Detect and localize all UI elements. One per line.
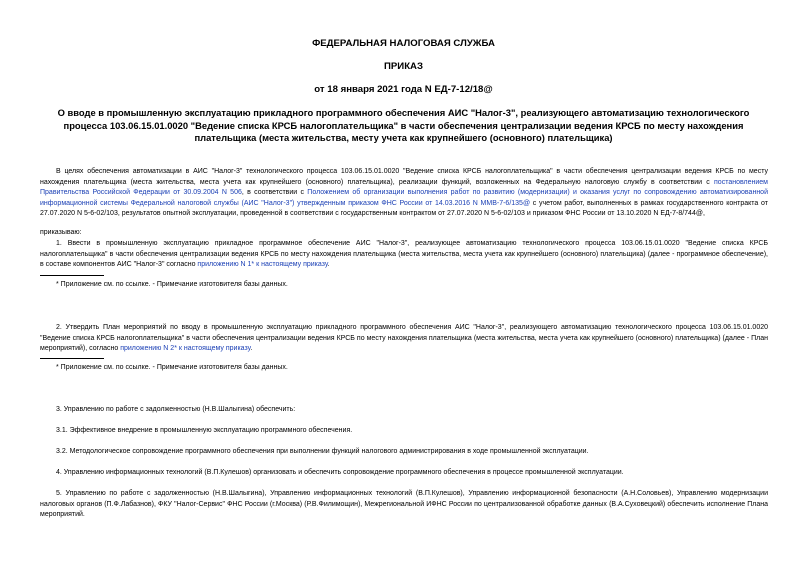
link-appendix-2[interactable]: приложению N 2* к настоящему приказу: [120, 345, 251, 353]
document-title: О вводе в промышленную эксплуатацию прикладного программного обеспечения АИС "Налог-3", реализующего автоматизацию технологического процесса 103.06.15.01.0020 "Ведение списка КРСБ налогоплательщика" в части обеспечения централизации ведения КРСБ по месту нахождения плательщика (места жительства, месту учета как крупнейшего (основного) плательщика): [57, 107, 750, 144]
item-3-1: 3.1. Эффективное внедрение в промышленную эксплуатацию программного обеспечения.: [56, 427, 353, 434]
preamble-text-3: с учетом работ, выполненных в рамках государственного контракта от 27.07.2020 N 5-6-02/103, результатов опытной эксплуатации, проведенной в соответствии с государственным контрактом от 27.07.2020 N 5-6-02/103 и приказом ФНС России от 13.10.2020 N ЕД-7-8/744@,: [40, 199, 768, 218]
preamble-paragraph: [40, 167, 768, 220]
item-5: 5. Управлению по работе с задолженностью (Н.В.Шалыгина), Управлению информационных технологий (В.П.Кулешов), Управлению информационной безопасности (А.Н.Соловьев), Управлению модернизации налоговых органов (П.Ф.Лабазнов), ФКУ "Налог-Сервис" ФНС России (г.Москва) (Р.В.Филимощин), Межрегиональной ИФНС России по централизованной обработке данных (В.А.Суховецкий) обеспечить исполнение Плана мероприятий.: [40, 490, 768, 519]
item-2-text: 2. Утвердить План мероприятий по вводу в промышленную эксплуатацию прикладного программного обеспечения АИС "Налог-3", реализующего автоматизацию технологического процесса 103.06.15.01.0020 "Ведение списка КРСБ налогоплательщика" в части обеспечения централизации ведения КРСБ по месту нахождения плательщика (места жительства, места учета как крупнейшего (основного) плательщика) (далее - План мероприятий), согласно: [40, 324, 768, 353]
agency-name: ФЕДЕРАЛЬНАЯ НАЛОГОВАЯ СЛУЖБА: [312, 38, 495, 49]
link-appendix-1[interactable]: приложению N 1* к настоящему приказу: [197, 261, 328, 269]
footnote-2: * Приложение см. по ссылке. - Примечание изготовителя базы данных.: [56, 364, 288, 371]
item-2-end: .: [250, 345, 253, 353]
item-1: [40, 239, 768, 271]
document-date-number: от 18 января 2021 года N ЕД-7-12/18@: [314, 84, 493, 95]
order-word: приказываю:: [40, 229, 82, 236]
item-4: 4. Управлению информационных технологий (В.П.Кулешов) организовать и обеспечить сопровождение программного обеспечения в процессе промышленной эксплуатации.: [56, 469, 624, 476]
footnote-divider-2: [40, 358, 104, 359]
item-1-text: 1. Ввести в промышленную эксплуатацию прикладное программное обеспечение АИС "Налог-3", реализующее автоматизацию технологического процесса 103.06.15.01.0020 "Ведение списка КРСБ налогоплательщика" в части обеспечения централизации ведения КРСБ по месту нахождения плательщика (места жительства, места учета как крупнейшего (основного) плательщика) (далее - программное обеспечение), в составе компонентов АИС "Налог-3" согласно: [40, 240, 768, 269]
item-3-2: 3.2. Методологическое сопровождение программного обеспечения при выполнении функций налогового администрирования в ходе промышленной эксплуатации.: [56, 448, 589, 455]
preamble-text-1: В целях обеспечения автоматизации в АИС "Налог-3" технологического процесса 103.06.15.01.0020 "Ведение списка КРСБ налогоплательщика" в части обеспечения централизации ведения КРСБ по месту нахождения плательщика (места жительства, места учета как крупнейшего (основного) плательщика), реализации функций, возложенных на Федеральную налоговую службу в соответствии с: [40, 168, 768, 186]
link-government-decree[interactable]: постановлением Правительства Российской Федерации от 30.09.2004 N 506: [40, 178, 768, 197]
footnote-1: * Приложение см. по ссылке. - Примечание изготовителя базы данных.: [56, 281, 288, 288]
document-type: ПРИКАЗ: [384, 61, 423, 72]
item-2: [40, 323, 768, 355]
item-1-end: .: [327, 261, 330, 269]
footnote-divider-1: [40, 275, 104, 276]
link-regulation-order[interactable]: Положением об организации выполнения работ по развитию (модернизации) и оказания услуг по сопровождению автоматизированной информационной системы Федеральной налоговой службы (АИС "Налог-3") утвержденным приказом ФНС России от 14.03.2016 N ММВ-7-6/135@: [40, 189, 768, 207]
preamble-text-2: , в соответствии с: [241, 189, 308, 197]
item-3: 3. Управлению по работе с задолженностью (Н.В.Шалыгина) обеспечить:: [56, 406, 296, 413]
